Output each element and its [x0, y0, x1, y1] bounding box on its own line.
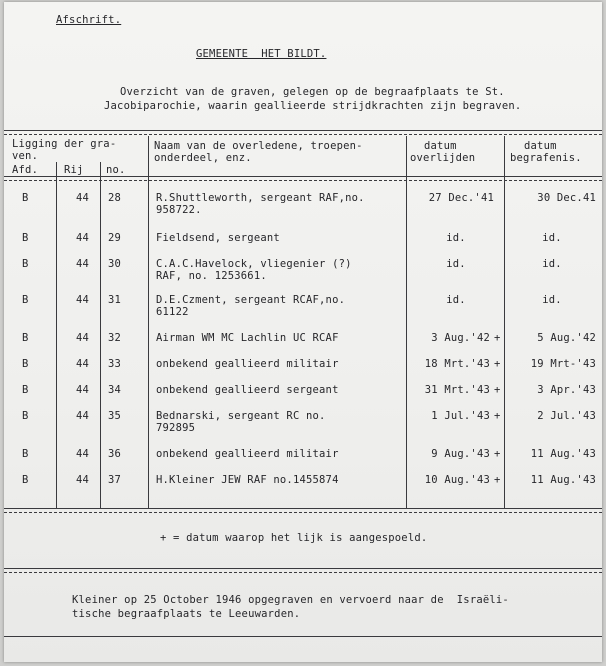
cell-overlijden: 9 Aug.'43	[431, 448, 490, 460]
intro-line-1: Overzicht van de graven, gelegen op de begraafplaats te St.	[120, 86, 505, 98]
cell-begrafenis: 5 Aug.'42	[537, 332, 596, 344]
cell-afd: B	[22, 474, 29, 486]
column-divider-naam	[148, 136, 149, 508]
cell-afd: B	[22, 448, 29, 460]
cell-naam-line2: RAF, no. 1253661.	[156, 270, 267, 282]
cell-afd: B	[22, 232, 29, 244]
cell-afd: B	[22, 192, 29, 204]
cell-rij: 44	[76, 192, 90, 204]
cell-begrafenis: 30 Dec.41	[537, 192, 596, 204]
document-sheet	[4, 2, 602, 662]
cell-no: 29	[108, 232, 122, 244]
cell-afd: B	[22, 332, 29, 344]
cell-begrafenis: 2 Jul.'43	[537, 410, 596, 422]
header-rij: Rij	[64, 164, 84, 176]
cell-overlijden: 3 Aug.'42	[431, 332, 490, 344]
cell-overlijden: id.	[446, 294, 466, 306]
cell-overlijden: 18 Mrt.'43	[424, 358, 490, 370]
header-ligging-line2: ven.	[12, 150, 39, 162]
cell-afd: B	[22, 258, 29, 270]
afschrift-label: Afschrift.	[56, 14, 122, 26]
column-divider-no	[100, 162, 101, 508]
cell-no: 36	[108, 448, 122, 460]
cell-no: 37	[108, 474, 122, 486]
cell-no: 33	[108, 358, 122, 370]
cell-rij: 44	[76, 410, 90, 422]
cell-naam-line2: 61122	[156, 306, 189, 318]
cell-mark: +	[494, 410, 501, 422]
cell-overlijden: 1 Jul.'43	[431, 410, 490, 422]
cell-no: 34	[108, 384, 122, 396]
column-divider-overlijden	[406, 136, 407, 508]
cell-mark: +	[494, 332, 501, 344]
cell-naam-line2: 958722.	[156, 204, 202, 216]
cell-no: 30	[108, 258, 122, 270]
cell-naam-line2: 792895	[156, 422, 196, 434]
cell-mark: +	[494, 384, 501, 396]
cell-begrafenis: id.	[542, 294, 562, 306]
header-ligging-line1: Ligging der gra-	[12, 138, 117, 150]
cell-naam: D.E.Czment, sergeant RCAF,no.	[156, 294, 346, 306]
footer-rule	[4, 568, 602, 569]
cell-overlijden: 10 Aug.'43	[424, 474, 490, 486]
table-bottom-rule	[4, 508, 602, 509]
cell-rij: 44	[76, 258, 90, 270]
cell-rij: 44	[76, 332, 90, 344]
table-top-rule	[4, 130, 602, 131]
cell-mark: +	[494, 358, 501, 370]
cell-no: 35	[108, 410, 122, 422]
cell-afd: B	[22, 384, 29, 396]
cell-overlijden: id.	[446, 232, 466, 244]
cell-rij: 44	[76, 384, 90, 396]
cell-naam: H.Kleiner JEW RAF no.1455874	[156, 474, 339, 486]
cell-afd: B	[22, 410, 29, 422]
cell-no: 31	[108, 294, 122, 306]
cell-begrafenis: id.	[542, 232, 562, 244]
cell-rij: 44	[76, 232, 90, 244]
intro-line-2: Jacobiparochie, waarin geallieerde strijdkrachten zijn begraven.	[104, 100, 522, 112]
cell-begrafenis: 11 Aug.'43	[530, 474, 596, 486]
cell-no: 28	[108, 192, 122, 204]
cell-overlijden: 27 Dec.'41	[428, 192, 494, 204]
header-begrafenis-line2: begrafenis.	[510, 152, 582, 164]
header-bottom-rule-dashed	[4, 180, 602, 181]
cell-naam: R.Shuttleworth, sergeant RAF,no.	[156, 192, 365, 204]
legend-text: + = datum waarop het lijk is aangespoeld.	[160, 532, 428, 544]
cell-rij: 44	[76, 448, 90, 460]
cell-naam: onbekend geallieerd militair	[156, 448, 339, 460]
document-title: GEMEENTE HET BILDT.	[196, 48, 327, 60]
header-overlijden-line2: overlijden	[410, 152, 476, 164]
footnote-line-2: tische begraafplaats te Leeuwarden.	[72, 608, 301, 620]
cell-begrafenis: 19 Mrt-'43	[530, 358, 596, 370]
cell-overlijden: id.	[446, 258, 466, 270]
cell-rij: 44	[76, 294, 90, 306]
header-overlijden-line1: datum	[424, 140, 457, 152]
document-bottom-rule	[4, 636, 602, 637]
table-top-rule-dashed	[4, 134, 602, 135]
header-afd: Afd.	[12, 164, 39, 176]
cell-naam: Fieldsend, sergeant	[156, 232, 280, 244]
cell-no: 32	[108, 332, 122, 344]
cell-naam: Airman WM MC Lachlin UC RCAF	[156, 332, 339, 344]
cell-begrafenis: 11 Aug.'43	[530, 448, 596, 460]
column-divider-rij	[56, 162, 57, 508]
cell-rij: 44	[76, 358, 90, 370]
footer-rule-dashed	[4, 572, 602, 573]
cell-overlijden: 31 Mrt.'43	[424, 384, 490, 396]
header-no: no.	[106, 164, 126, 176]
table-bottom-rule-dashed	[4, 512, 602, 513]
cell-afd: B	[22, 294, 29, 306]
cell-naam: C.A.C.Havelock, vliegenier (?)	[156, 258, 352, 270]
cell-naam: onbekend geallieerd militair	[156, 358, 339, 370]
footnote-line-1: Kleiner op 25 October 1946 opgegraven en vervoerd naar de Israëli-	[72, 594, 509, 606]
cell-begrafenis: 3 Apr.'43	[537, 384, 596, 396]
header-naam-line1: Naam van de overledene, troepen-	[154, 140, 363, 152]
cell-mark: +	[494, 474, 501, 486]
cell-naam: onbekend geallieerd sergeant	[156, 384, 339, 396]
header-begrafenis-line1: datum	[524, 140, 557, 152]
cell-rij: 44	[76, 474, 90, 486]
cell-begrafenis: id.	[542, 258, 562, 270]
cell-mark: +	[494, 448, 501, 460]
header-naam-line2: onderdeel, enz.	[154, 152, 252, 164]
header-bottom-rule	[4, 176, 602, 177]
cell-afd: B	[22, 358, 29, 370]
cell-naam: Bednarski, sergeant RC no.	[156, 410, 326, 422]
